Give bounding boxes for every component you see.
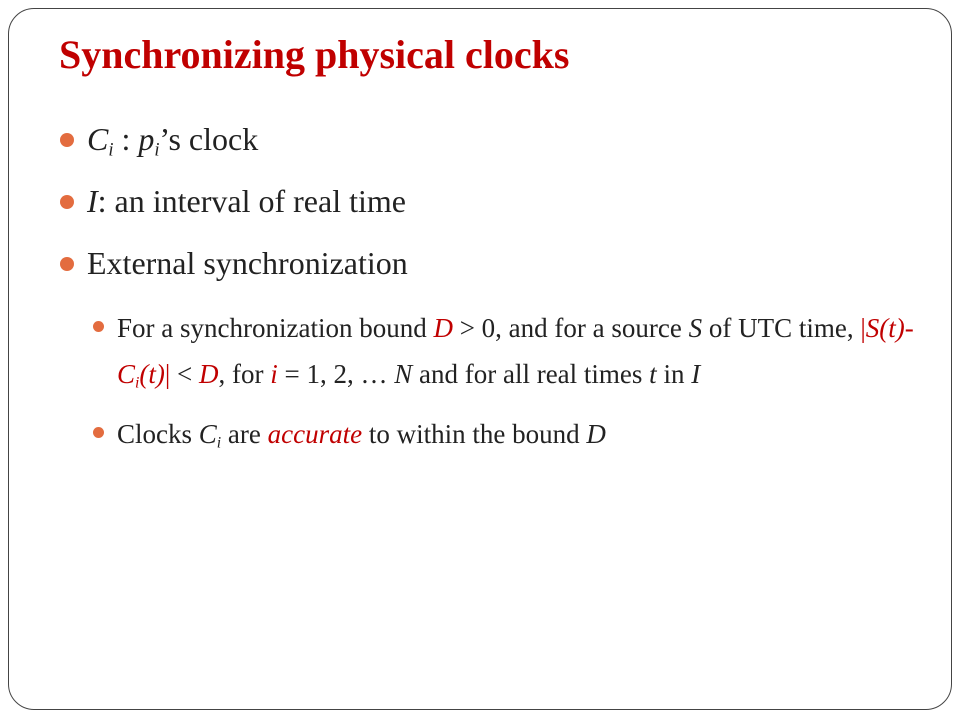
subscript-i: i bbox=[216, 434, 222, 452]
text: to within the bound bbox=[362, 419, 587, 449]
text: Clocks bbox=[117, 419, 199, 449]
slide bbox=[8, 8, 952, 710]
symbol-i: I bbox=[691, 359, 701, 389]
sub-bullet-dot-icon bbox=[93, 321, 104, 332]
expression: (t) bbox=[139, 359, 165, 389]
bullet-text: ’s clock bbox=[159, 121, 259, 157]
subscript-i: i bbox=[108, 139, 114, 161]
text: and for all real times bbox=[412, 359, 650, 389]
symbol-c: C bbox=[87, 121, 109, 157]
sub-bullet-sync-bound bbox=[57, 305, 917, 397]
symbol-d: D bbox=[586, 419, 606, 449]
symbol-d: D bbox=[433, 313, 453, 343]
emphasis-accurate: accurate bbox=[267, 419, 363, 449]
expression: S(t)-C bbox=[117, 313, 914, 389]
text: , for bbox=[218, 359, 271, 389]
symbol-c: C bbox=[198, 419, 217, 449]
text: For a synchronization bound bbox=[117, 313, 434, 343]
bullet-text: External synchronization bbox=[87, 245, 408, 281]
symbol-i: i bbox=[270, 359, 278, 389]
text: of UTC time, bbox=[702, 313, 861, 343]
bullet-dot-icon bbox=[60, 133, 74, 147]
text: in bbox=[656, 359, 692, 389]
bullet-list bbox=[57, 119, 917, 471]
bullet-text: : an interval of real time bbox=[97, 183, 406, 219]
symbol-d: D bbox=[199, 359, 219, 389]
bullet-dot-icon bbox=[60, 195, 74, 209]
sub-bullet-dot-icon bbox=[93, 427, 104, 438]
text: are bbox=[221, 419, 268, 449]
text: < bbox=[170, 359, 199, 389]
sub-bullet-accuracy bbox=[57, 411, 917, 457]
slide-title: Synchronizing physical clocks bbox=[59, 32, 570, 77]
symbol-p: p bbox=[138, 121, 155, 157]
symbol-n: N bbox=[394, 359, 413, 389]
text: > 0, and for a source bbox=[452, 313, 689, 343]
bullet-clock-def bbox=[57, 119, 917, 159]
subscript-i: i bbox=[154, 139, 160, 161]
abs-bar: | bbox=[164, 359, 171, 389]
symbol-t: t bbox=[649, 359, 657, 389]
abs-bar: | bbox=[860, 313, 866, 343]
text: = 1, 2, … bbox=[277, 359, 395, 389]
symbol-s: S bbox=[688, 313, 703, 343]
subscript-i: i bbox=[135, 374, 140, 392]
colon-text: : bbox=[113, 121, 139, 157]
symbol-i: I bbox=[87, 183, 98, 219]
bullet-interval-def bbox=[57, 181, 917, 221]
bullet-external-sync bbox=[57, 243, 917, 283]
bullet-dot-icon bbox=[60, 257, 74, 271]
